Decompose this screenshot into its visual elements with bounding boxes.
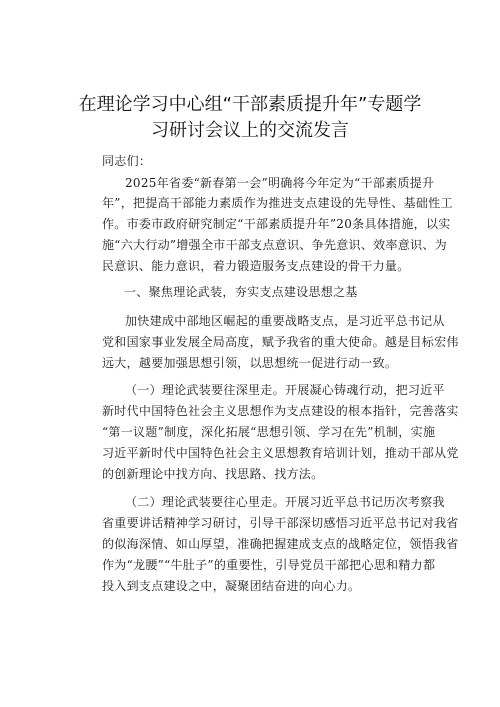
paragraph-4-line-4: 作为“龙腰”“牛肚子”的重要性，引导党员干部把心思和精力都 [102,558,436,572]
paragraph-2-line-2: 党和国家事业发展全局高度，赋予我省的重大使命。越是目标宏伟 [102,335,459,349]
paragraph-3-line-2: 新时代中国特色社会主义思想作为支点建设的根本指针，完善落实 [102,404,459,418]
salutation: 同志们： [102,154,152,168]
paragraph-4-line-1: （二）理论武装要往心里走。开展习近平总书记历次考察我 [125,495,445,509]
paragraph-1-line-4: 施“六大行动”增强全市干部支点意识、争先意识、效率意识、为 [102,238,447,252]
paragraph-1-line-3: 作。市委市政府研究制定“干部素质提升年”20条具体措施，以实 [102,217,451,231]
paragraph-4-line-5: 投入到支点建设之中，凝聚团结奋进的向心力。 [102,579,361,593]
document-title-line-2: 习研讨会议上的交流发言 [151,120,349,141]
paragraph-1-line-5: 民意识、能力意识，着力锻造服务支点建设的骨干力量。 [102,259,410,273]
paragraph-3-line-3: “第一议题”制度，深化拓展“思想引领、学习在先”机制，实施 [102,425,436,439]
section-heading-1: 一、聚焦理论武装，夯实支点建设思想之基 [124,285,358,299]
paragraph-2-line-1: 加快建成中部地区崛起的重要战略支点，是习近平总书记从 [125,314,445,328]
paragraph-3-line-4: 习近平新时代中国特色社会主义思想教育培训计划，推动干部从党 [102,446,459,460]
paragraph-4-line-3: 的似海深情、如山厚望，准确把握建成支点的战略定位，领悟我省 [102,537,459,551]
paragraph-3-line-5: 的创新理论中找方向、找思路、找方法。 [102,467,324,481]
paragraph-1-line-1: 2025年省委“新春第一会”明确将今年定为“干部素质提升 [125,176,435,190]
document-title-line-1: 在理论学习中心组“干部素质提升年”专题学 [78,94,422,115]
paragraph-3-line-1: （一）理论武装要往深里走。开展凝心铸魂行动，把习近平 [125,383,445,397]
paragraph-2-line-3: 远大，越要加强思想引领，以思想统一促进行动一致。 [102,356,398,370]
paragraph-1-line-2: 年”，把提高干部能力素质作为推进支点建设的先导性、基础性工 [102,196,453,210]
paragraph-4-line-2: 省重要讲话精神学习研讨，引导干部深切感悟习近平总书记对我省 [102,516,459,530]
